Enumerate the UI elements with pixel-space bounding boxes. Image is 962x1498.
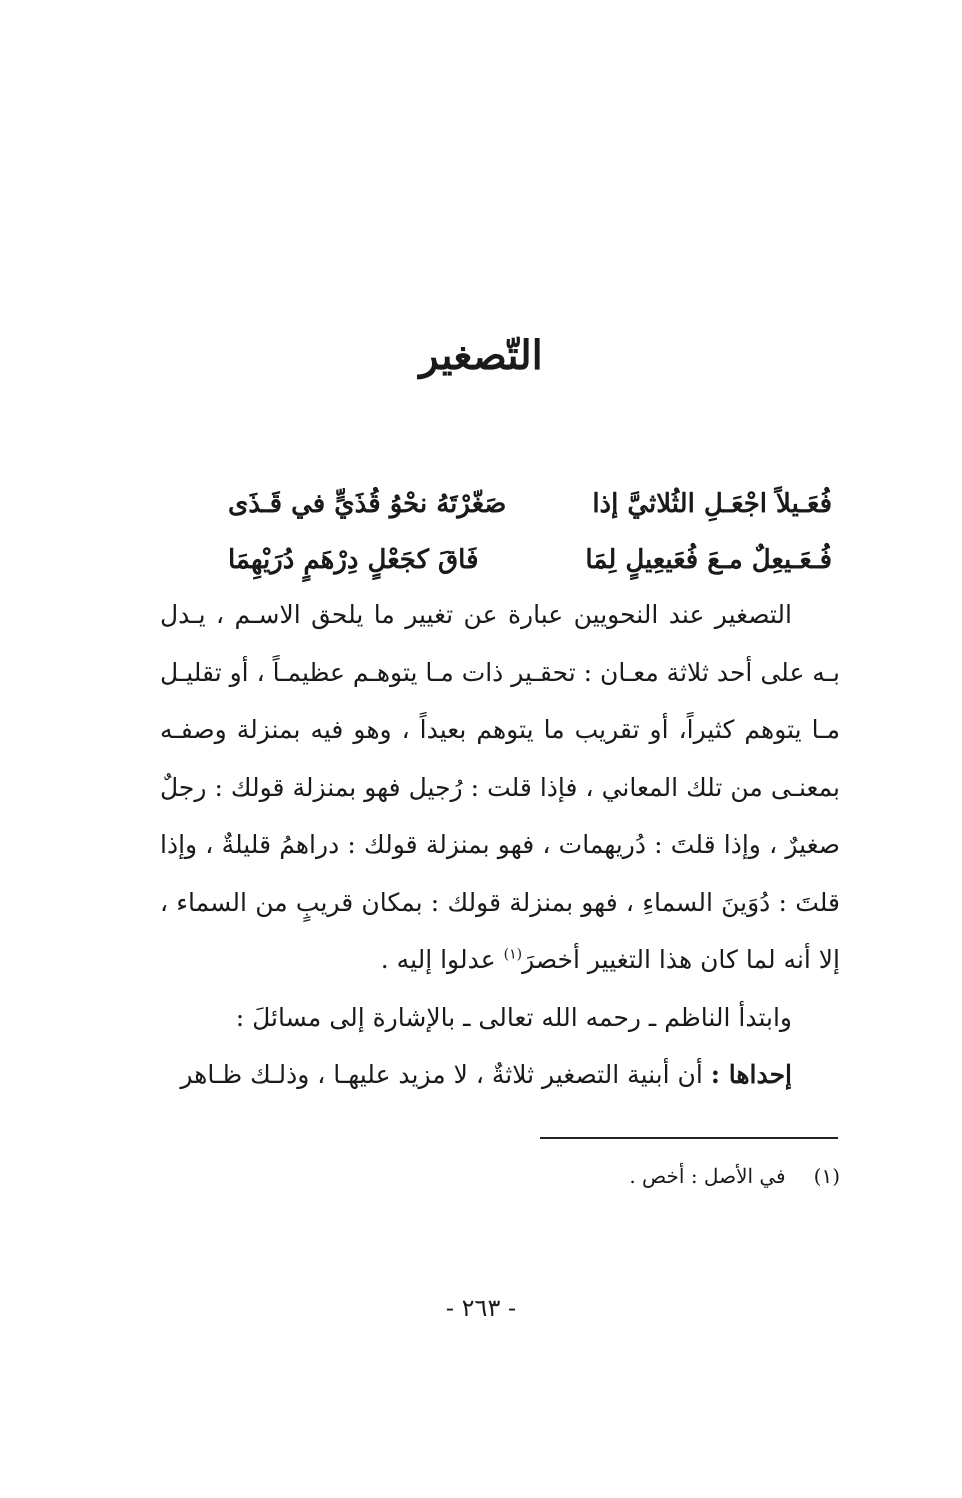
verse-block xyxy=(228,476,832,588)
footnote-text: في الأصل : أخص . xyxy=(629,1164,786,1188)
verse-line xyxy=(228,476,832,532)
paragraph-intro: وابتدأ الناظم ـ رحمه الله تعالى ـ بالإشارة إلى مسائلَ : xyxy=(235,1002,792,1032)
footnote-reference: (١) xyxy=(503,946,523,963)
verse-second-hemistich: فَاقَ كجَعْلٍ دِرْهَمٍ دُرَيْهِمَا xyxy=(228,545,479,575)
footnote-divider xyxy=(540,1137,838,1139)
paragraph-text: أن أبنية التصغير ثلاثةٌ ، لا مزيد عليهـا ، وذلـك ظـاهر xyxy=(180,1060,703,1089)
page-number: - ٢٦٣ - xyxy=(445,1294,517,1322)
footnote-number: (١) xyxy=(813,1164,840,1188)
paragraph-text: التصغير عند النحويين عبارة عن تغيير ما يلحق الاسـم ، يـدل بـه على أحد ثلاثة معـان : تحقـير ذات مـا يتوهـم عظيمـاً ، أو تقليـل مـا يتوهم كثيراً، أو تقريب ما يتوهم بعيداً ، وهو فيه بمنزلة وصفـه بمعنـى من تلك المعاني ، فإذا قلت : رُجيل فهو بمنزلة قولك : رجلٌ صغيرٌ ، وإذا قلتَ : دُريهمات ، فهو بمنزلة قولك : دراهمُ قليلةٌ ، وإذا قلتَ : دُوَينَ السماءِ ، فهو بمنزلة قولك : بمكان قريبٍ من السماء ، إلا أنه لما كان هذا التغيير أخصرَ xyxy=(159,600,840,974)
main-text xyxy=(160,586,840,1104)
page-title: التّصغير xyxy=(419,332,543,379)
verse-second-hemistich: صَغّرْتَهُ نحْوُ قُذَيٍّ في قَـذَى xyxy=(228,489,507,519)
paragraph-first-issue xyxy=(160,1046,840,1104)
paragraph-definition xyxy=(160,586,840,989)
paragraph-text-end: عدلوا إليه . xyxy=(380,945,496,974)
paragraph-lead: إحداها : xyxy=(710,1060,792,1089)
verse-line xyxy=(228,532,832,588)
verse-first-hemistich: فُـعَـيعِلٌ مـعَ فُعَيعِيلٍ لِمَا xyxy=(585,545,832,575)
verse-first-hemistich: فُعَـيلاً اجْعَـلِ الثُلاثيَّ إذا xyxy=(592,489,832,519)
footnote xyxy=(500,1164,840,1188)
